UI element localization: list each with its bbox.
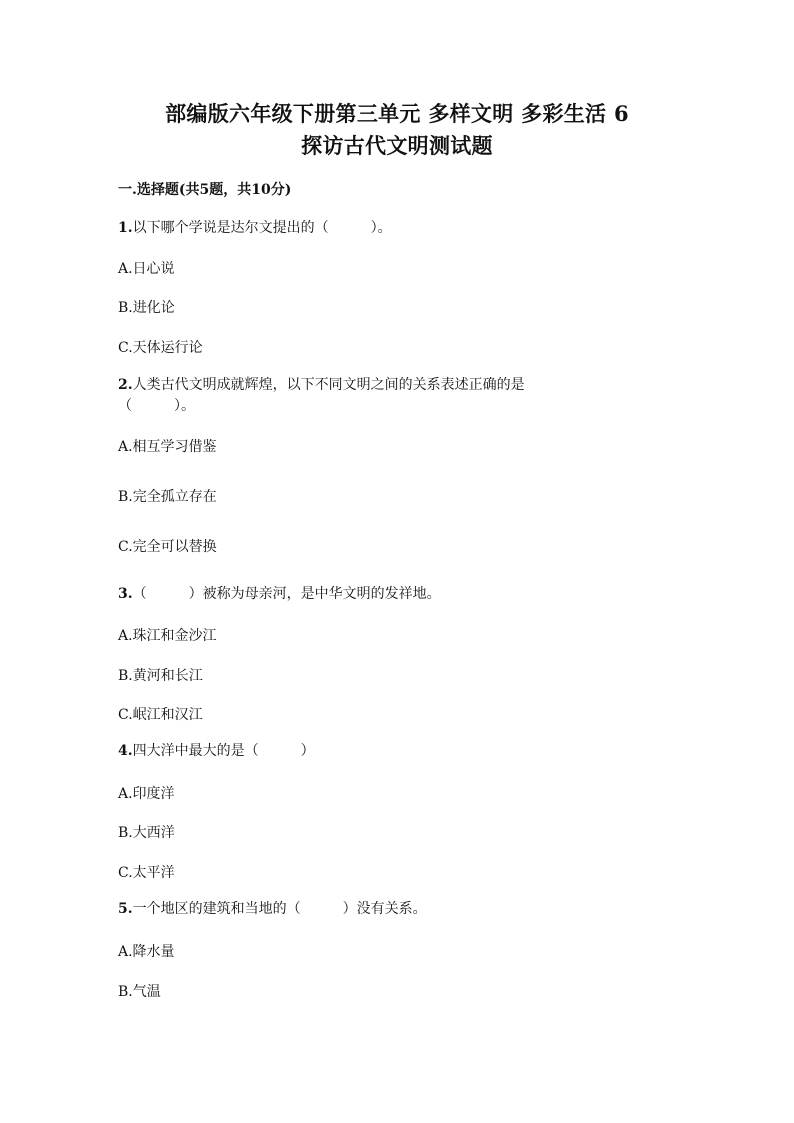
question-1-option-c: C.天体运行论 bbox=[118, 340, 203, 356]
section-heading: 一.选择题(共5题，共10分) bbox=[118, 182, 292, 198]
page-title-line1: 部编版六年级下册第三单元 多样文明 多彩生活 6 bbox=[165, 101, 629, 126]
question-number: 1. bbox=[118, 220, 133, 236]
question-number: 5. bbox=[118, 901, 133, 917]
page-title-line2: 探访古代文明测试题 bbox=[301, 133, 493, 158]
question-2-option-a: A.相互学习借鉴 bbox=[118, 439, 217, 455]
question-text: 一个地区的建筑和当地的（ ）没有关系。 bbox=[132, 901, 427, 917]
question-5-option-a: A.降水量 bbox=[118, 944, 175, 960]
question-4-option-b: B.大西洋 bbox=[118, 825, 175, 841]
question-1 bbox=[118, 218, 392, 238]
question-text: （ ）被称为母亲河，是中华文明的发祥地。 bbox=[132, 586, 441, 602]
question-2-option-b: B.完全孤立存在 bbox=[118, 489, 217, 505]
question-3-option-c: C.岷江和汉江 bbox=[118, 707, 203, 723]
question-3-option-b: B.黄河和长江 bbox=[118, 668, 203, 684]
question-4 bbox=[118, 741, 315, 761]
question-1-option-b: B.进化论 bbox=[118, 300, 175, 316]
question-4-option-a: A.印度洋 bbox=[118, 786, 175, 802]
question-3-option-a: A.珠江和金沙江 bbox=[118, 628, 217, 644]
question-text: 人类古代文明成就辉煌，以下不同文明之间的关系表述正确的是 bbox=[132, 377, 525, 393]
question-2 bbox=[118, 375, 525, 395]
question-3 bbox=[118, 584, 441, 604]
question-2-continuation: （ ）。 bbox=[118, 398, 195, 414]
question-number: 4. bbox=[118, 743, 133, 759]
question-4-option-c: C.太平洋 bbox=[118, 865, 175, 881]
question-text: 以下哪个学说是达尔文提出的（ ）。 bbox=[132, 220, 392, 236]
question-text: 四大洋中最大的是（ ） bbox=[132, 743, 315, 759]
question-5-option-b: B.气温 bbox=[118, 984, 161, 1000]
question-2-option-c: C.完全可以替换 bbox=[118, 539, 217, 555]
question-number: 2. bbox=[118, 377, 133, 393]
question-1-option-a: A.日心说 bbox=[118, 261, 175, 277]
question-5 bbox=[118, 899, 427, 919]
question-number: 3. bbox=[118, 586, 133, 602]
